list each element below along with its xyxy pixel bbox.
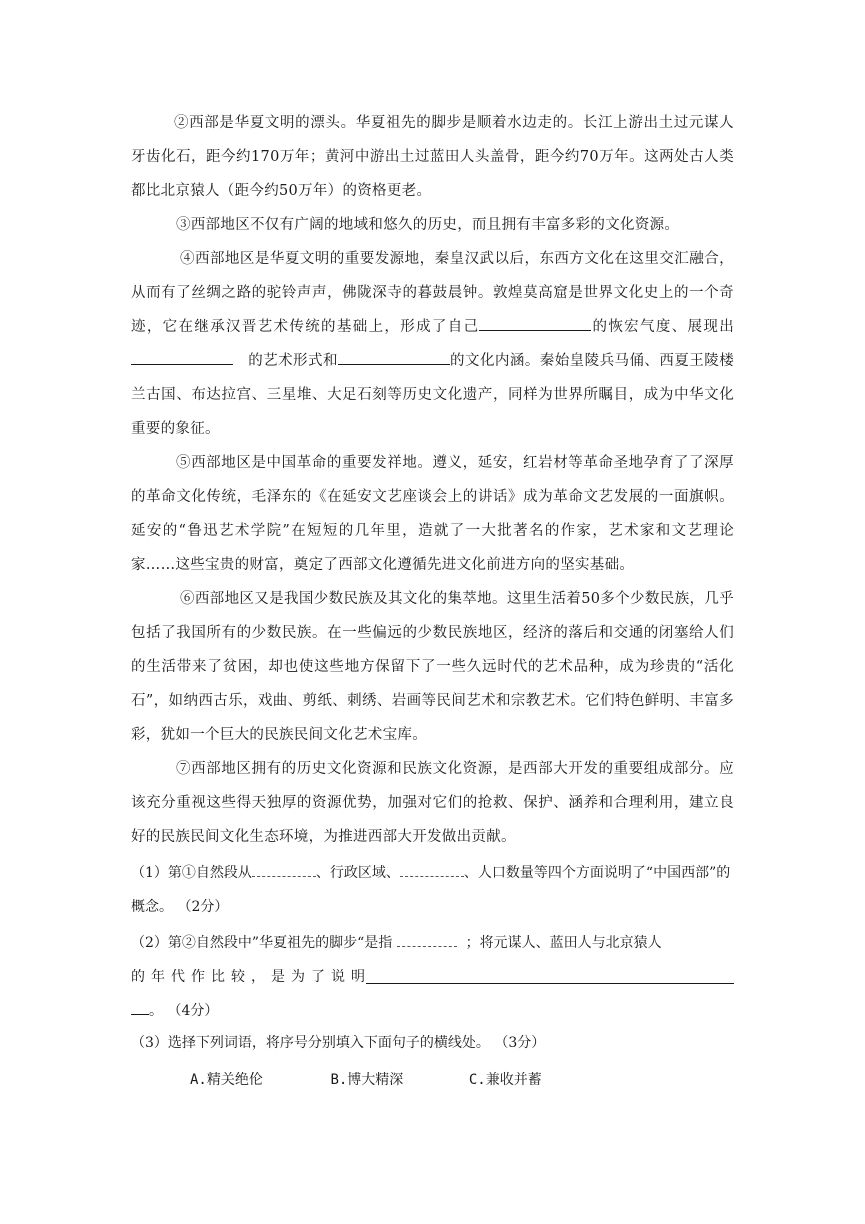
question-3: （3）选择下列词语，将序号分别填入下面句子的横线处。 （3分） <box>131 1035 546 1051</box>
question-2-text-b: ；将元谋人、蓝田人与北京猿人 <box>465 935 662 951</box>
question-1-text-a: （1）第①自然段从 <box>131 865 252 881</box>
question-1-text-c: 、人口数量等四个方面说明了“中国西部”的概念。 （2分） <box>131 865 731 915</box>
question-2-line-2: 的年代作比较，是为了说明 <box>131 969 371 985</box>
paragraph-4 <box>131 242 734 446</box>
question-2-blank-3[interactable] <box>131 996 149 1015</box>
paragraph-4-text-a: ④西部地区是华夏文明的重要发源地，秦皇汉武以后，东西方文化在这里交汇融合，从而有了丝绸之路的驼铃声声，佛陇深寺的暮鼓晨钟。敦煌莫高窟是世界文化史上的一个奇迹，它在继承汉晋艺术传统的基础上，形成了自己 <box>131 251 734 335</box>
paragraph-3: ③西部地区不仅有广阔的地域和悠久的历史，而且拥有丰富多彩的文化资源。 <box>176 217 680 233</box>
option-a[interactable]: A.精关绝伦 <box>190 1072 263 1088</box>
question-1-text-b: 、行政区域、 <box>315 865 400 881</box>
paragraph-5: ⑤西部地区是中国革命的重要发祥地。遵义，延安，红岩材等革命圣地孕育了了深厚的革命文化传统，毛泽东的《在延安文艺座谈会上的讲话》成为革命文艺发展的一面旗帜。延安的“鲁迅艺术学院”在短短的几年里，造就了一大批著名的作家，艺术家和文艺理论家……这些宝贵的财富，奠定了西部文化遵循先进文化前进方向的坚实基础。 <box>131 455 734 573</box>
fill-blank-1[interactable] <box>479 312 591 331</box>
question-2-text-d: 。 （4分） <box>149 1003 219 1019</box>
question-1-blank-1[interactable] <box>252 860 316 877</box>
paragraph-2: ②西部是华夏文明的漂头。华夏祖先的脚步是顺着水边走的。长江上游出土过元谋人牙齿化石，距今约170万年；黄河中游出土过蓝田人头盖骨，距今约70万年。这两处古人类都比北京猿人（距今约50万年）的资格更老。 <box>131 115 734 199</box>
paragraph-4-text-b: 的恢宏气度、展现出 <box>591 319 734 335</box>
option-b[interactable]: B.博大精深 <box>330 1072 404 1088</box>
question-1 <box>131 856 736 924</box>
paragraph-7: ⑦西部地区拥有的历史文化资源和民族文化资源，是西部大开发的重要组成部分。应该充分重视这些得天独厚的资源优势，加强对它们的抢救、保护、涵养和合理利用，建立良好的民族民间文化生态环境，为推进西部大开发做出贡献。 <box>131 761 734 845</box>
option-c[interactable]: C.兼收并蓄 <box>468 1072 542 1088</box>
question-2-line-3 <box>131 994 736 1028</box>
paragraph-4-text-c: 的艺术形式和 <box>248 353 338 369</box>
fill-blank-2[interactable] <box>131 346 233 365</box>
question-1-blank-2[interactable] <box>400 860 464 877</box>
question-2-blank-1[interactable] <box>397 930 457 947</box>
fill-blank-3[interactable] <box>338 346 450 365</box>
question-2 <box>131 926 736 960</box>
question-2-text-a: （2）第②自然段中”华夏祖先的脚步“是指 <box>131 935 393 951</box>
paragraph-6: ⑥西部地区又是我国少数民族及其文化的集萃地。这里生活着50多个少数民族，几乎包括了我国所有的少数民族。在一些偏远的少数民族地区，经济的落后和交通的闭塞给人们的生活带来了贫困，却也使这些地方保留下了一些久远时代的艺术品种，成为珍贵的“活化石”，如纳西古乐，戏曲、剪纸、刺绣、岩画等民间艺术和宗教艺术。它们特色鲜明、丰富多彩，犹如一个巨大的民族民间文化艺术宝库。 <box>131 591 734 743</box>
question-2-answer-line[interactable] <box>366 983 734 984</box>
paragraph-4-text-d: 的文化内涵。秦始皇陵兵马俑、西夏王陵楼兰古国、布达拉宫、三星堆、大足石刻等历史文化遗产，同样为世界所瞩目，成为中华文化重要的象征。 <box>131 353 734 437</box>
options-row <box>190 1063 542 1097</box>
